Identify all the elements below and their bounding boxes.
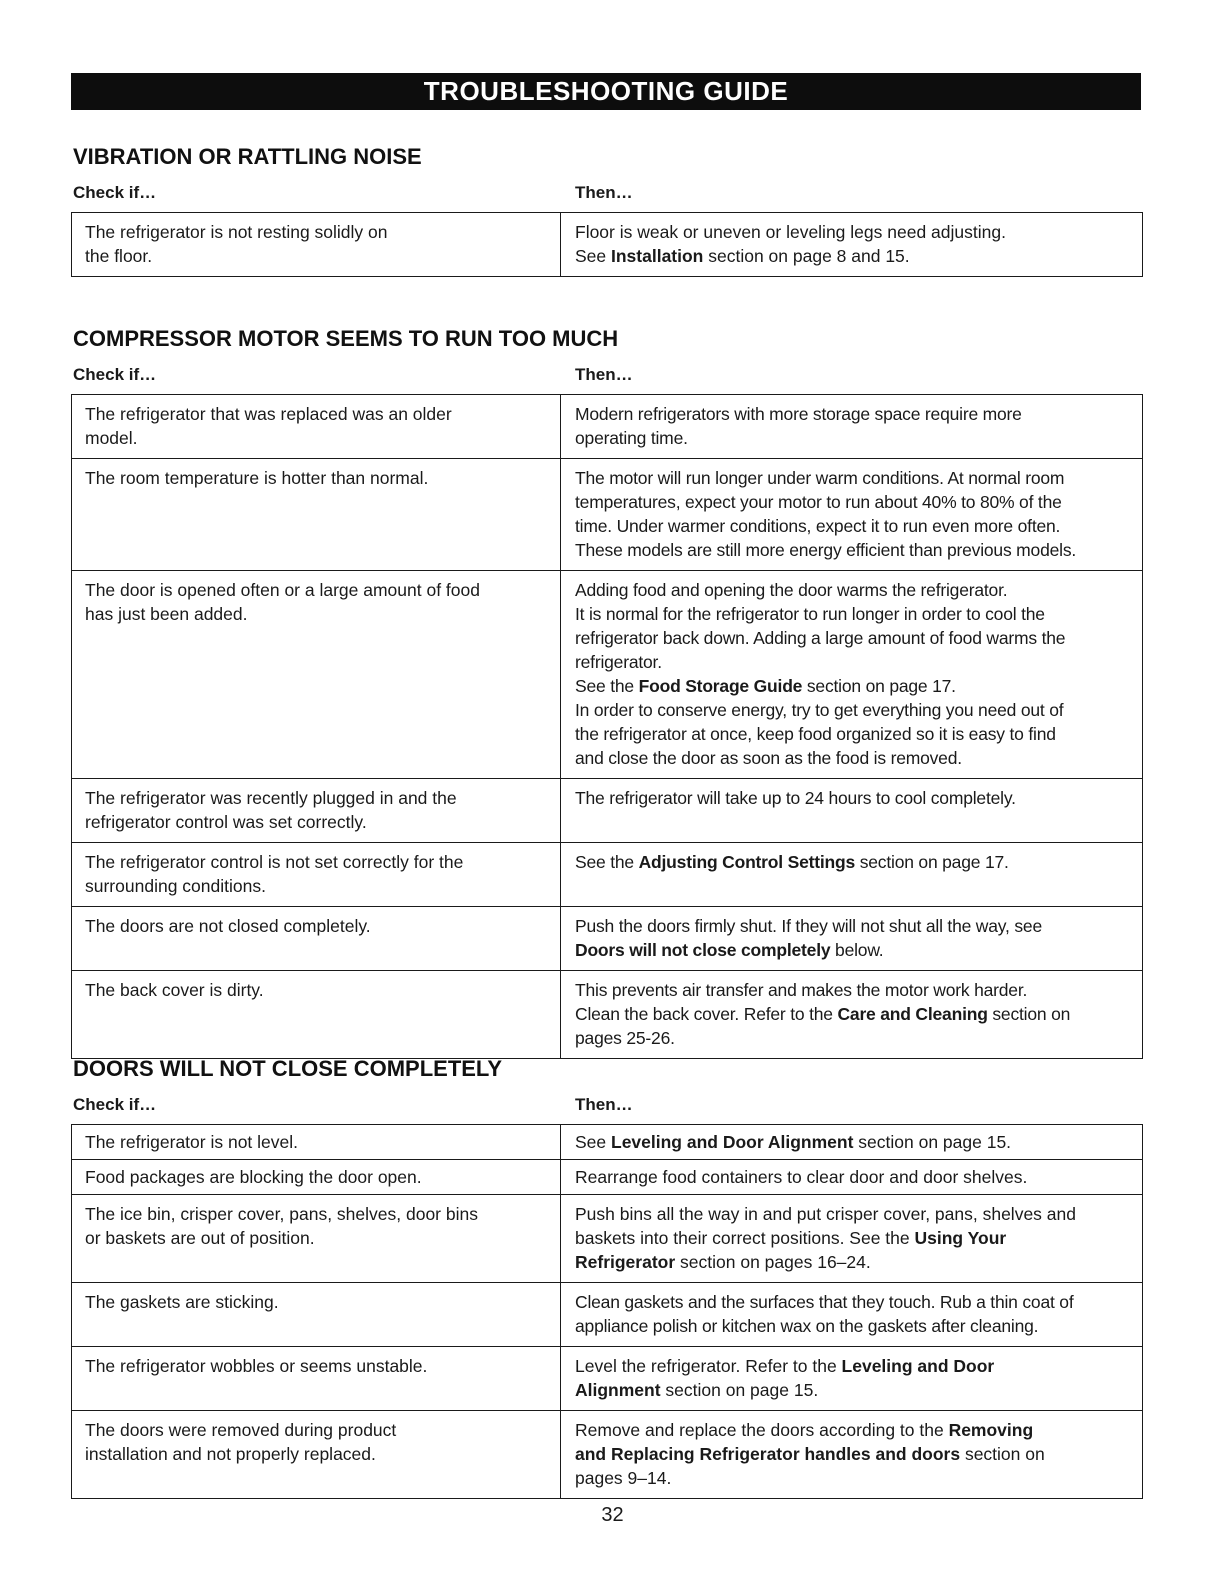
check-line: The doors were removed during product (85, 1420, 397, 1440)
then-line: refrigerator. (575, 652, 662, 672)
then-text: section on page 17. (802, 676, 956, 696)
table-row (72, 1283, 1143, 1347)
column-headers (71, 182, 1141, 204)
check-cell (72, 1160, 561, 1195)
then-line: This prevents air transfer and makes the motor work harder. (575, 980, 1028, 1000)
table-row (72, 779, 1143, 843)
then-text: section on page 8 and 15. (703, 246, 910, 266)
check-line: the floor. (85, 246, 153, 266)
then-reference: Using Your (914, 1228, 1007, 1248)
then-cell (561, 395, 1143, 459)
check-cell (72, 571, 561, 779)
then-reference: Food Storage Guide (638, 676, 803, 696)
check-if-header: Check if… (73, 365, 157, 384)
then-header: Then… (575, 1095, 633, 1114)
check-line: model. (85, 428, 138, 448)
then-text: section on (987, 1004, 1071, 1024)
check-cell (72, 1195, 561, 1283)
table-row (72, 1160, 1143, 1195)
then-text: section on page 15. (660, 1380, 819, 1400)
then-line: It is normal for the refrigerator to run longer in order to cool the (575, 604, 1045, 624)
troubleshooting-table (71, 212, 1143, 277)
then-reference: Refrigerator (575, 1252, 676, 1272)
then-reference: Adjusting Control Settings (638, 852, 856, 872)
check-line: or baskets are out of position. (85, 1228, 315, 1248)
then-line: The refrigerator will take up to 24 hours to cool completely. (575, 788, 1016, 808)
table-row (72, 571, 1143, 779)
then-reference: Care and Cleaning (837, 1004, 988, 1024)
then-line: appliance polish or kitchen wax on the gaskets after cleaning. (575, 1316, 1039, 1336)
then-text: Level the refrigerator. Refer to the (575, 1356, 842, 1376)
then-text: Clean the back cover. Refer to the (575, 1004, 838, 1024)
then-text: Remove and replace the doors according to the (575, 1420, 949, 1440)
check-line: The refrigerator that was replaced was an older (85, 404, 452, 424)
check-cell (72, 459, 561, 571)
page-title: TROUBLESHOOTING GUIDE (71, 73, 1141, 110)
table-row (72, 395, 1143, 459)
check-line: The refrigerator control is not set correctly for the (85, 852, 464, 872)
section-compressor (71, 326, 1141, 1059)
then-reference: Leveling and Door (841, 1356, 995, 1376)
table-row (72, 971, 1143, 1059)
page-number: 32 (601, 1504, 624, 1526)
section-title: DOORS WILL NOT CLOSE COMPLETELY (73, 1056, 503, 1081)
table-row (72, 1411, 1143, 1499)
check-cell (72, 907, 561, 971)
then-text: See the (575, 676, 639, 696)
then-line: Push the doors firmly shut. If they will not shut all the way, see (575, 916, 1042, 936)
then-text: below. (830, 940, 884, 960)
then-cell (561, 459, 1143, 571)
check-line: The refrigerator is not level. (85, 1132, 299, 1152)
then-line: refrigerator back down. Adding a large amount of food warms the (575, 628, 1066, 648)
check-cell (72, 779, 561, 843)
table-row (72, 1195, 1143, 1283)
then-reference: Alignment (575, 1380, 661, 1400)
then-reference: and Replacing Refrigerator handles and doors (575, 1444, 961, 1464)
table-row (72, 1347, 1143, 1411)
check-line: The back cover is dirty. (85, 980, 264, 1000)
then-text: See (575, 1132, 611, 1152)
then-line: These models are still more energy efficient than previous models. (575, 540, 1077, 560)
then-cell (561, 1411, 1143, 1499)
check-line: The room temperature is hotter than normal. (85, 468, 429, 488)
then-cell (561, 971, 1143, 1059)
check-cell (72, 213, 561, 277)
column-headers (71, 1094, 1141, 1116)
check-cell (72, 395, 561, 459)
check-line: surrounding conditions. (85, 876, 266, 896)
check-line: The doors are not closed completely. (85, 916, 371, 936)
then-cell (561, 1347, 1143, 1411)
table-row (72, 907, 1143, 971)
then-cell (561, 1283, 1143, 1347)
check-if-header: Check if… (73, 1095, 157, 1114)
check-cell (72, 1411, 561, 1499)
then-line: pages 9–14. (575, 1468, 672, 1488)
then-cell (561, 571, 1143, 779)
section-title: COMPRESSOR MOTOR SEEMS TO RUN TOO MUCH (73, 326, 619, 351)
then-line: In order to conserve energy, try to get everything you need out of (575, 700, 1064, 720)
check-cell (72, 1125, 561, 1160)
then-reference: Installation (611, 246, 704, 266)
then-line: The motor will run longer under warm conditions. At normal room (575, 468, 1065, 488)
check-cell (72, 1347, 561, 1411)
then-line: Clean gaskets and the surfaces that they touch. Rub a thin coat of (575, 1292, 1074, 1312)
then-cell (561, 1160, 1143, 1195)
check-line: has just been added. (85, 604, 248, 624)
check-line: refrigerator control was set correctly. (85, 812, 367, 832)
then-line: Floor is weak or uneven or leveling legs need adjusting. (575, 222, 1006, 242)
table-row (72, 459, 1143, 571)
then-line: Push bins all the way in and put crisper cover, pans, shelves and (575, 1204, 1076, 1224)
then-line: time. Under warmer conditions, expect it to run even more often. (575, 516, 1061, 536)
troubleshooting-table (71, 394, 1143, 1059)
check-if-header: Check if… (73, 183, 157, 202)
then-line: temperatures, expect your motor to run about 40% to 80% of the (575, 492, 1062, 512)
check-cell (72, 1283, 561, 1347)
then-line: the refrigerator at once, keep food organized so it is easy to find (575, 724, 1056, 744)
troubleshooting-table (71, 1124, 1143, 1499)
then-cell (561, 907, 1143, 971)
then-text: See the (575, 852, 639, 872)
check-cell (72, 971, 561, 1059)
then-reference: Doors will not close completely (575, 940, 831, 960)
check-line: The refrigerator was recently plugged in and the (85, 788, 457, 808)
then-text: See (575, 246, 611, 266)
then-line: Rearrange food containers to clear door and door shelves. (575, 1167, 1028, 1187)
section-title: VIBRATION OR RATTLING NOISE (73, 144, 422, 169)
then-reference: Removing (948, 1420, 1034, 1440)
then-cell (561, 779, 1143, 843)
then-header: Then… (575, 365, 633, 384)
then-cell (561, 843, 1143, 907)
check-line: The gaskets are sticking. (85, 1292, 279, 1312)
then-line: and close the door as soon as the food is removed. (575, 748, 962, 768)
then-cell (561, 1195, 1143, 1283)
then-line: Modern refrigerators with more storage space require more (575, 404, 1022, 424)
then-cell (561, 213, 1143, 277)
check-cell (72, 843, 561, 907)
check-line: installation and not properly replaced. (85, 1444, 376, 1464)
check-line: The refrigerator wobbles or seems unstable. (85, 1356, 428, 1376)
table-row (72, 843, 1143, 907)
check-line: Food packages are blocking the door open. (85, 1167, 422, 1187)
then-text: section on pages 16–24. (675, 1252, 871, 1272)
then-line: Adding food and opening the door warms the refrigerator. (575, 580, 1008, 600)
column-headers (71, 364, 1141, 386)
then-text: section on page 15. (853, 1132, 1012, 1152)
then-line: operating time. (575, 428, 688, 448)
then-text: section on page 17. (855, 852, 1009, 872)
then-reference: Leveling and Door Alignment (611, 1132, 854, 1152)
check-line: The ice bin, crisper cover, pans, shelves, door bins (85, 1204, 478, 1224)
check-line: The refrigerator is not resting solidly on (85, 222, 388, 242)
section-doors (71, 1056, 1141, 1499)
then-header: Then… (575, 183, 633, 202)
then-text: baskets into their correct positions. See the (575, 1228, 915, 1248)
table-row (72, 213, 1143, 277)
table-row (72, 1125, 1143, 1160)
check-line: The door is opened often or a large amount of food (85, 580, 480, 600)
then-cell (561, 1125, 1143, 1160)
section-vibration (71, 144, 1141, 277)
then-text: section on (960, 1444, 1045, 1464)
then-line: pages 25-26. (575, 1028, 675, 1048)
